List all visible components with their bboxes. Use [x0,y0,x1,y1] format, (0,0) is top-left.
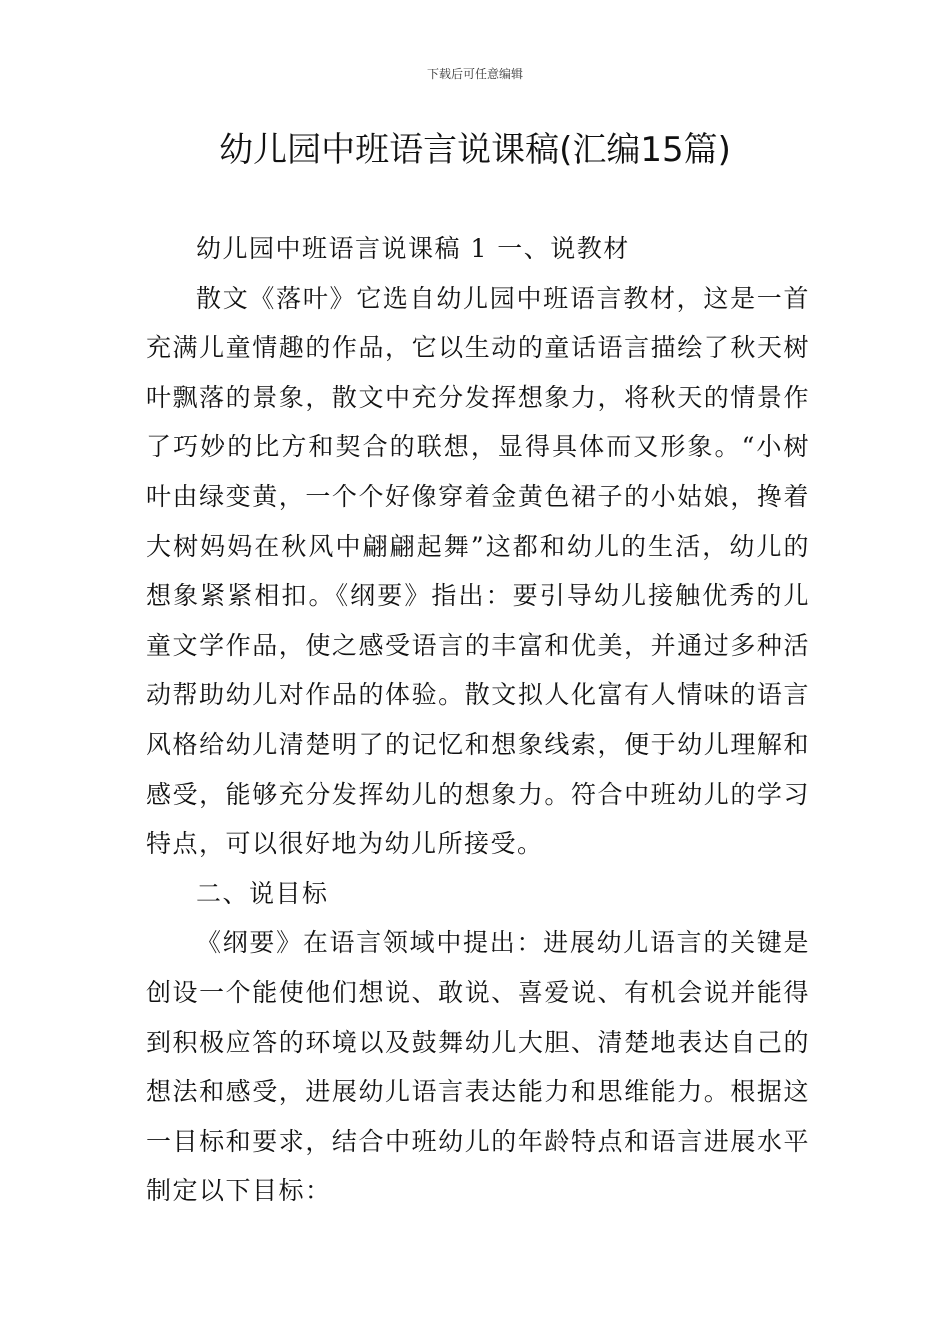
document-body [146,224,810,1216]
section-heading-1: 幼儿园中班语言说课稿 1 一、说教材 [196,234,630,263]
paragraph-goals: 《纲要》在语言领域中提出：进展幼儿语言的关键是创设一个能使他们想说、敢说、喜爱说、有机会说并能得到积极应答的环境以及鼓舞幼儿大胆、清楚地表达自己的想法和感受，进展幼儿语言表达能力和思维能力。根据这一目标和要求，结合中班幼儿的年龄特点和语言进展水平制定以下目标： [146,928,810,1206]
header-note: 下载后可任意编辑 [426,67,523,81]
document-title: 幼儿园中班语言说课稿(汇编15篇) [219,130,731,170]
section-heading-2: 二、说目标 [196,878,329,908]
paragraph-textbook: 散文《落叶》它选自幼儿园中班语言教材，这是一首充满儿童情趣的作品，它以生动的童话语言描绘了秋天树叶飘落的景象，散文中充分发挥想象力，将秋天的情景作了巧妙的比方和契合的联想，显得具体而又形象。“小树叶由绿变黄，一个个好像穿着金黄色裙子的小姑娘，搀着大树妈妈在秋风中翩翩起舞”这都和幼儿的生活，幼儿的想象紧紧相扣。《纲要》指出：要引导幼儿接触优秀的儿童文学作品，使之感受语言的丰富和优美，并通过多种活动帮助幼儿对作品的体验。散文拟人化富有人情味的语言风格给幼儿清楚明了的记忆和想象线索，便于幼儿理解和感受，能够充分发挥幼儿的想象力。符合中班幼儿的学习特点，可以很好地为幼儿所接受。 [146,283,810,859]
